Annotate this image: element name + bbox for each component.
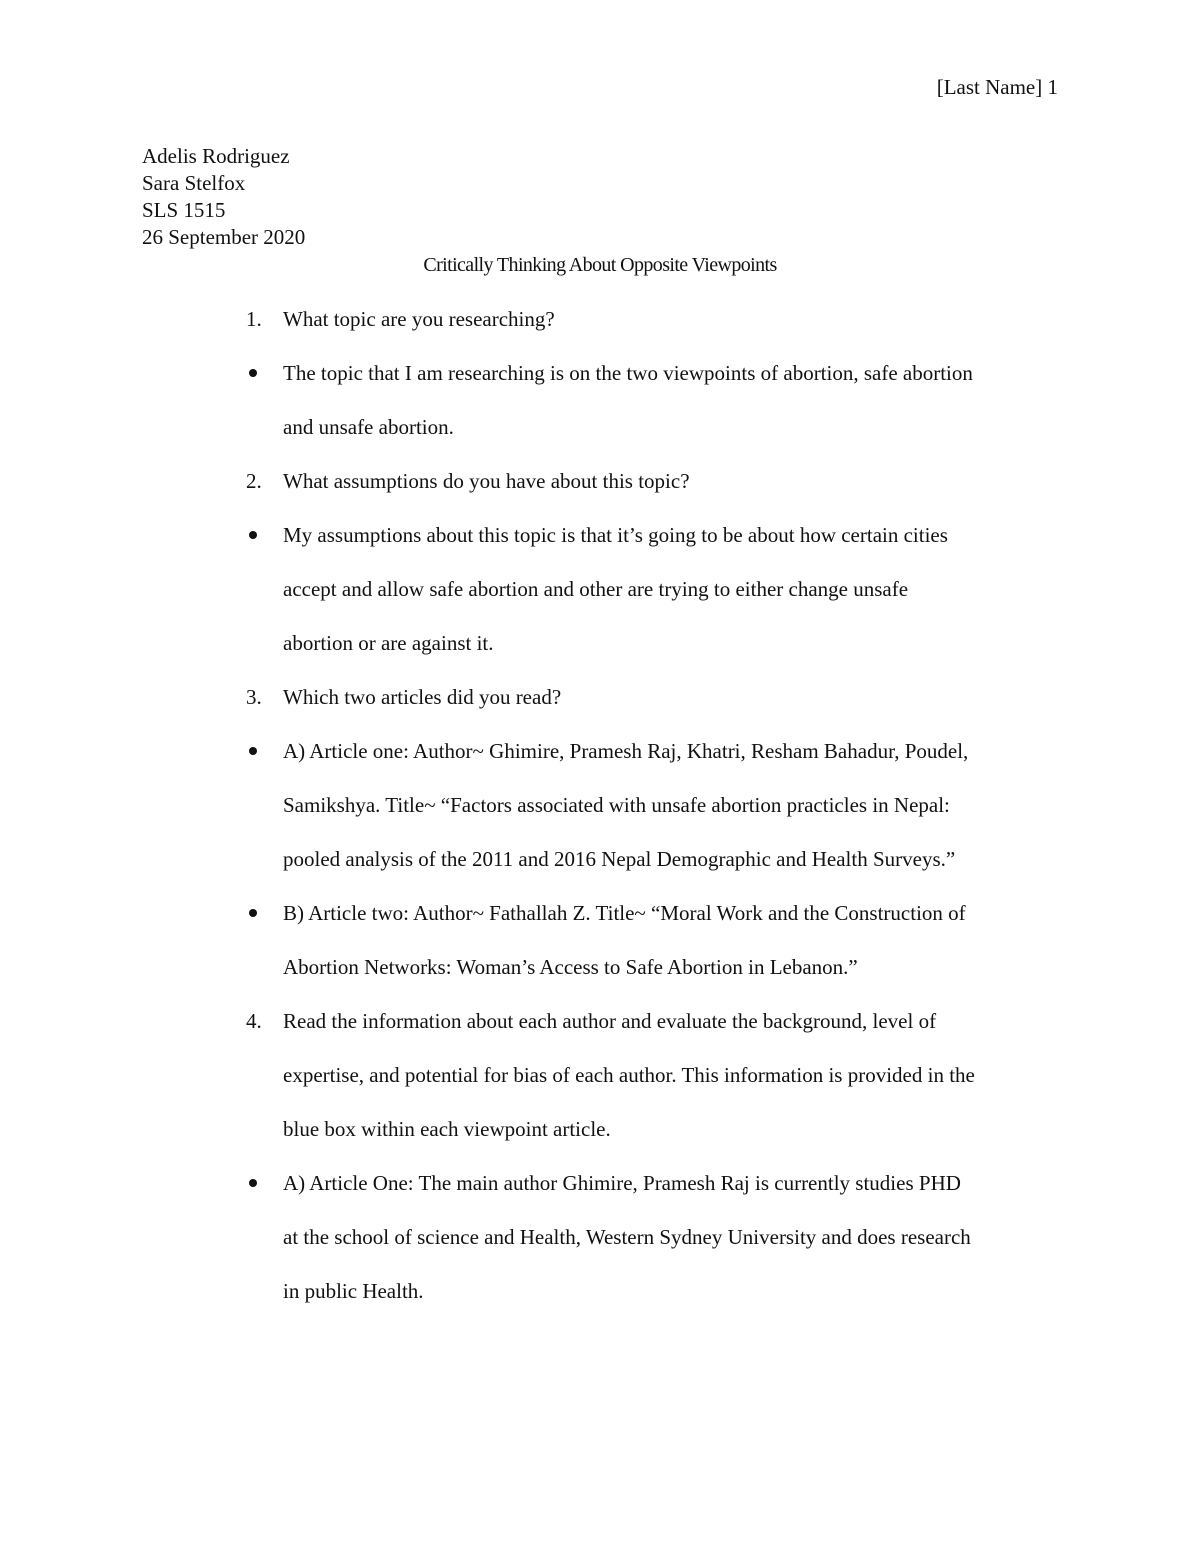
instructor-name: Sara Stelfox — [142, 171, 246, 195]
list-item-text: My assumptions about this topic is that it’s going to be about how certain cities accept and allow safe abortion and other are trying to either change unsafe abortion or are against it. — [283, 523, 948, 655]
bullet-icon — [249, 369, 257, 377]
student-name: Adelis Rodriguez — [142, 144, 290, 168]
list-item-text: Which two articles did you read? — [283, 685, 562, 709]
list-item-text: A) Article one: Author~ Ghimire, Pramesh Raj, Khatri, Resham Bahadur, Poudel, Samikshya. Title~ “Factors associated with unsafe abortion practicles in Nepal: pooled analysis of the 2011 and 2016 Nepal Demographic and Health Surveys.” — [283, 739, 969, 871]
list-number: 1. — [246, 307, 262, 331]
list-number: 3. — [246, 685, 262, 709]
list-number: 2. — [246, 469, 262, 493]
document-title: Critically Thinking About Opposite Viewpoints — [423, 254, 777, 276]
list-item-text: What topic are you researching? — [283, 307, 555, 331]
list-item-text: Read the information about each author and evaluate the background, level of expertise, and potential for bias of each author. This information is provided in the blue box within each viewpoint article. — [283, 1009, 975, 1141]
bullet-icon — [249, 531, 257, 539]
list-item-text: The topic that I am researching is on the two viewpoints of abortion, safe abortion and unsafe abortion. — [283, 361, 973, 439]
bullet-icon — [249, 1179, 257, 1187]
list-item-text: B) Article two: Author~ Fathallah Z. Title~ “Moral Work and the Construction of Abortion Networks: Woman’s Access to Safe Abortion in Lebanon.” — [283, 901, 966, 979]
list-item-text: What assumptions do you have about this topic? — [283, 469, 690, 493]
bullet-icon — [249, 909, 257, 917]
bullet-icon — [249, 747, 257, 755]
mla-heading — [142, 143, 305, 251]
list-number: 4. — [246, 1009, 262, 1033]
list-item-text: A) Article One: The main author Ghimire, Pramesh Raj is currently studies PHD at the school of science and Health, Western Sydney University and does research in public Health. — [283, 1171, 971, 1303]
course-code: SLS 1515 — [142, 198, 226, 222]
running-head: [Last Name] 1 — [936, 75, 1058, 99]
submission-date: 26 September 2020 — [142, 225, 306, 249]
